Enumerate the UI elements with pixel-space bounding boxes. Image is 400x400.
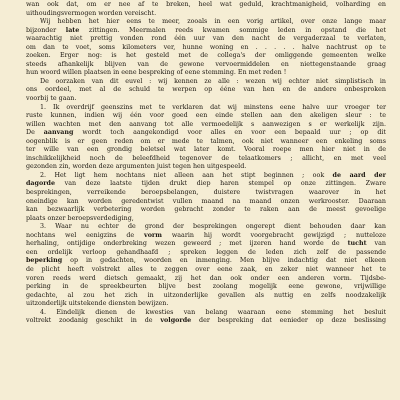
text-line: De oorzaken van dit euvel : wij kennen ze alle : wezen wij echter niet simplistisch in [40, 77, 386, 85]
text-line: uithoudingsvermogen worden vereischt. [26, 9, 157, 17]
text-line: 1. Ik overdrijf geenszins met te verklaren dat wij minstens eene halve uur vroeger ter [40, 103, 386, 111]
text-line: voren reeds werd dietsch gemaakt, zij het dan ook onder een anderen vorm. Tijdsbe- [26, 274, 386, 282]
text-line: zoeken. Erger nog: is het gesteld met de collega's der omliggende gemeenten welke [26, 52, 386, 60]
text-line: gezonden zin, worden deze argumenten juist tegen hen uitgespeeld. [26, 163, 247, 171]
text-line: kan bezwaarlijk verbetering worden gebracht zonder te raken aan de meest gevoelige [26, 206, 386, 214]
text-line: wan ook dat, om er nee af te breken, heel wat geduld, krachtmanigheid, volharding en [26, 1, 386, 8]
text-line: hun woord willen plaatsen in eene bespreking of eene stemming. En met reden ! [26, 69, 287, 77]
document-body-text [26, 1, 386, 326]
text-line: een ordelijk verloop gehandhaafd ; spreken leggen de leden zich zelf de passende [26, 248, 386, 256]
text-line: 3. Waar nu echter de grond der besprekingen ongerept dient behouden daar kan [40, 223, 386, 231]
text-line: 2. Het ligt hem nochtans niet alleen aan het stipt beginnen ; ook de aard der [40, 171, 386, 179]
text-line: inschikkelijkheid noch de beleefdheid tegenover de telaatkomers ; allicht, en met veel [26, 154, 386, 162]
text-line: Wij hebben het hier eens te meer, zooals in een vorig artikel, over onze lange maar [40, 18, 386, 26]
text-line: ruste kunnen, indien wij één voor goed een einde stellen aan den akeligen sleur : te [26, 112, 386, 120]
text-line: besprekingen, verreikende beroepsbelangen, duistere twistvragen waarover in het [26, 189, 386, 197]
text-line: ter wille van een grondig beletsel wat later komt. Vooral roepe men hier niet in de [26, 146, 386, 154]
text-line: 4. Eindelijk dienen de kwesties van belang waaraan eene stemming het besluit [40, 308, 386, 316]
text-line: herhaling, ontijdige onderbreking wezen geweerd ; met ijzeren hand worde de tucht van [26, 240, 386, 248]
text-line: gedachte, al zou het zich in uitzonderlijke gevallen als nuttig en zelfs noodzakelijk [26, 291, 386, 299]
text-line: waarachtig niet prettig vonden rond één uur van den nacht de vergaderzaal te verlaten, [26, 35, 386, 43]
text-line: perking in de spreekbeurten blijve best zoolang mogelijk eene gewone, vrijwillige [26, 283, 386, 291]
text-line: willen wachten met den aanvang tot alle vermoedelijk s aanwezigen s er werkelijk zijn. [26, 120, 386, 128]
text-line: voltrekt zoodanig geschikt in de volgorde der bespreking dat eenieder op deze beslissing [26, 317, 386, 325]
text-line: beperking op in gedachten, woorden en inmenging. Men blijve indachtig dat niet elkeen [26, 257, 386, 265]
text-line: steeds afhankelijk blijven van de gewone vervoermiddelen en niettegenstaande graag [26, 60, 386, 68]
text-line: dagorde van deze laatste tijden drukt diep haren stempel op onze zittingen. Zware [26, 180, 386, 188]
text-line: oneindige kan worden geredentwist vullen maand na maand onzen werkrooster. Daaraan [26, 197, 386, 205]
text-line: om dan te voet, soms kilometers ver, hunne woning en . . . . . halve nachtrust op te [26, 43, 386, 51]
text-line: de plicht heeft volstrekt alles te zeggen over eene zaak, en zeker niet wanneer het te [26, 265, 386, 273]
text-line: De aanvang wordt toch aangekondigd voor alles en voor een bepaald uur ; op dit [26, 129, 386, 137]
text-line: bijzonder late zittingen. Meermalen reeds kwamen sommige leden in opstand die het [26, 26, 387, 34]
text-line: nochtans wel eenigzins de vorm waarin hij wordt voorgebracht gewijzigd ; nutteloze [26, 231, 386, 239]
text-line: voorbij te gaan. [26, 95, 77, 103]
text-line: uitzonderlijk uitstekende diensten bewijzen. [26, 300, 169, 308]
text-line: ons oordeel, met al de schuld te werpen op ééne van hen en de andere onbesproken [26, 86, 386, 94]
text-line: plaats onzer beroepsverdediging, [26, 214, 134, 222]
text-line: oogenblik is er geen reden om er mede te talmen, ook niet wanneer een enkeling soms [26, 137, 386, 145]
